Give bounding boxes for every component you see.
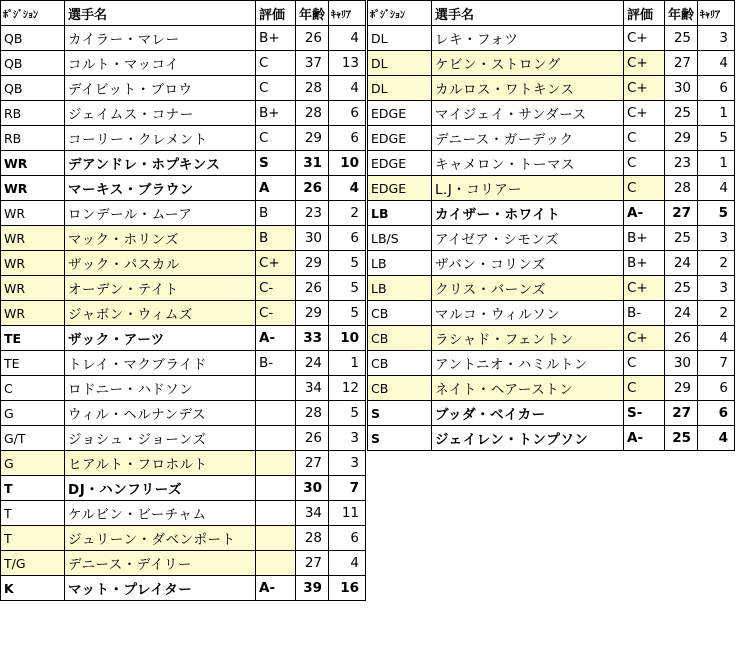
rating-cell: B-	[256, 351, 296, 376]
table-row	[368, 376, 735, 401]
career-cell: 5	[329, 401, 366, 426]
table-row	[1, 551, 366, 576]
player-name-cell: ネイト・ヘアーストン	[432, 376, 624, 401]
rating-cell	[256, 401, 296, 426]
age-cell: 27	[665, 401, 698, 426]
table-row	[1, 126, 366, 151]
position-cell: QB	[1, 51, 65, 76]
age-cell: 29	[296, 126, 329, 151]
player-name-cell: デイビット・ブロウ	[65, 76, 256, 101]
rating-cell: A-	[624, 201, 665, 226]
age-cell: 33	[296, 326, 329, 351]
age-cell: 30	[665, 76, 698, 101]
age-cell: 28	[296, 101, 329, 126]
table-row	[1, 251, 366, 276]
age-cell: 27	[296, 551, 329, 576]
header-career: ｷｬﾘｱ	[698, 1, 735, 26]
table-row	[368, 426, 735, 451]
table-row	[1, 276, 366, 301]
age-cell: 30	[296, 476, 329, 501]
age-cell: 29	[665, 126, 698, 151]
position-cell: T	[1, 476, 65, 501]
career-cell: 6	[329, 126, 366, 151]
career-cell: 7	[329, 476, 366, 501]
rating-cell: C+	[624, 26, 665, 51]
player-name-cell: キャメロン・トーマス	[432, 151, 624, 176]
age-cell: 27	[296, 451, 329, 476]
position-cell: QB	[1, 76, 65, 101]
rating-cell	[256, 376, 296, 401]
table-row	[1, 576, 366, 601]
age-cell: 26	[296, 26, 329, 51]
table-row	[368, 151, 735, 176]
career-cell: 4	[329, 26, 366, 51]
career-cell: 6	[698, 76, 735, 101]
table-row	[368, 401, 735, 426]
player-name-cell: ウィル・ヘルナンデス	[65, 401, 256, 426]
header-player: 選手名	[432, 1, 624, 26]
table-row	[368, 51, 735, 76]
player-name-cell: マイジェイ・サンダース	[432, 101, 624, 126]
career-cell: 6	[329, 226, 366, 251]
position-cell: WR	[1, 251, 65, 276]
position-cell: TE	[1, 326, 65, 351]
career-cell: 3	[698, 226, 735, 251]
position-cell: C	[1, 376, 65, 401]
rating-cell: S	[256, 151, 296, 176]
rating-cell: A-	[256, 576, 296, 601]
rating-cell: A	[256, 176, 296, 201]
age-cell: 29	[665, 376, 698, 401]
career-cell: 2	[698, 301, 735, 326]
age-cell: 24	[665, 301, 698, 326]
table-row	[368, 351, 735, 376]
table-row	[368, 101, 735, 126]
career-cell: 1	[698, 101, 735, 126]
player-name-cell: カイラー・マレー	[65, 26, 256, 51]
player-name-cell: ザック・パスカル	[65, 251, 256, 276]
age-cell: 27	[665, 51, 698, 76]
player-name-cell: ジャボン・ウィムズ	[65, 301, 256, 326]
position-cell: QB	[1, 26, 65, 51]
age-cell: 34	[296, 501, 329, 526]
rating-cell	[256, 501, 296, 526]
table-row	[1, 226, 366, 251]
table-row	[368, 251, 735, 276]
rating-cell: C+	[256, 251, 296, 276]
player-name-cell: ジョシュ・ジョーンズ	[65, 426, 256, 451]
position-cell: EDGE	[368, 101, 432, 126]
career-cell: 10	[329, 326, 366, 351]
table-row	[1, 326, 366, 351]
rating-cell: C+	[624, 51, 665, 76]
position-cell: T/G	[1, 551, 65, 576]
rating-cell: C+	[624, 326, 665, 351]
career-cell: 3	[698, 26, 735, 51]
position-cell: LB	[368, 251, 432, 276]
career-cell: 5	[329, 251, 366, 276]
position-cell: K	[1, 576, 65, 601]
table-row	[1, 151, 366, 176]
rating-cell: C	[624, 351, 665, 376]
rating-cell: C	[624, 376, 665, 401]
career-cell: 6	[329, 101, 366, 126]
career-cell: 4	[329, 76, 366, 101]
career-cell: 10	[329, 151, 366, 176]
roster-table-defense-body	[368, 1, 735, 451]
player-name-cell: マック・ホリンズ	[65, 226, 256, 251]
player-name-cell: ロドニー・ハドソン	[65, 376, 256, 401]
age-cell: 28	[665, 176, 698, 201]
position-cell: DL	[368, 26, 432, 51]
age-cell: 26	[296, 426, 329, 451]
rating-cell: B+	[624, 251, 665, 276]
age-cell: 26	[665, 326, 698, 351]
table-row	[1, 476, 366, 501]
table-row	[1, 201, 366, 226]
career-cell: 5	[329, 301, 366, 326]
age-cell: 27	[665, 201, 698, 226]
age-cell: 28	[296, 401, 329, 426]
player-name-cell: ブッダ・ベイカー	[432, 401, 624, 426]
player-name-cell: デニース・ガーデック	[432, 126, 624, 151]
career-cell: 13	[329, 51, 366, 76]
rating-cell	[256, 526, 296, 551]
age-cell: 29	[296, 251, 329, 276]
rating-cell: C-	[256, 301, 296, 326]
table-row	[368, 76, 735, 101]
position-cell: LB/S	[368, 226, 432, 251]
age-cell: 24	[296, 351, 329, 376]
position-cell: WR	[1, 201, 65, 226]
rating-cell: C	[624, 151, 665, 176]
position-cell: G/T	[1, 426, 65, 451]
career-cell: 3	[698, 276, 735, 301]
rating-cell: C+	[624, 276, 665, 301]
player-name-cell: マット・プレイター	[65, 576, 256, 601]
career-cell: 4	[329, 551, 366, 576]
table-row	[1, 301, 366, 326]
player-name-cell: オーデン・テイト	[65, 276, 256, 301]
age-cell: 24	[665, 251, 698, 276]
career-cell: 4	[329, 176, 366, 201]
player-name-cell: ザバン・コリンズ	[432, 251, 624, 276]
position-cell: EDGE	[368, 126, 432, 151]
rating-cell: B	[256, 201, 296, 226]
player-name-cell: トレイ・マクブライド	[65, 351, 256, 376]
position-cell: WR	[1, 226, 65, 251]
table-row	[368, 326, 735, 351]
rating-cell: S-	[624, 401, 665, 426]
career-cell: 6	[698, 376, 735, 401]
table-row	[368, 226, 735, 251]
position-cell: LB	[368, 201, 432, 226]
player-name-cell: カルロス・ワトキンス	[432, 76, 624, 101]
age-cell: 26	[296, 176, 329, 201]
career-cell: 11	[329, 501, 366, 526]
age-cell: 28	[296, 526, 329, 551]
rating-cell: C	[256, 51, 296, 76]
career-cell: 2	[329, 201, 366, 226]
rating-cell: C	[256, 126, 296, 151]
player-name-cell: クリス・バーンズ	[432, 276, 624, 301]
table-row	[368, 26, 735, 51]
table-row	[1, 26, 366, 51]
player-name-cell: アントニオ・ハミルトン	[432, 351, 624, 376]
age-cell: 26	[296, 276, 329, 301]
rating-cell: C	[624, 126, 665, 151]
position-cell: RB	[1, 101, 65, 126]
player-name-cell: デアンドレ・ホプキンス	[65, 151, 256, 176]
rating-cell	[256, 451, 296, 476]
player-name-cell: L.J・コリアー	[432, 176, 624, 201]
header-rating: 評価	[256, 1, 296, 26]
rating-cell: B-	[624, 301, 665, 326]
position-cell: RB	[1, 126, 65, 151]
player-name-cell: マーキス・ブラウン	[65, 176, 256, 201]
age-cell: 29	[296, 301, 329, 326]
rating-cell: A-	[624, 426, 665, 451]
career-cell: 4	[698, 326, 735, 351]
table-row	[1, 526, 366, 551]
age-cell: 30	[296, 226, 329, 251]
header-age: 年齢	[665, 1, 698, 26]
header-age: 年齢	[296, 1, 329, 26]
table-row	[1, 76, 366, 101]
position-cell: EDGE	[368, 151, 432, 176]
position-cell: WR	[1, 276, 65, 301]
player-name-cell: ジェイレン・トンプソン	[432, 426, 624, 451]
table-row	[368, 276, 735, 301]
position-cell: S	[368, 426, 432, 451]
table-row	[1, 401, 366, 426]
career-cell: 16	[329, 576, 366, 601]
position-cell: DL	[368, 76, 432, 101]
rating-cell	[256, 551, 296, 576]
age-cell: 30	[665, 351, 698, 376]
player-name-cell: コルト・マッコイ	[65, 51, 256, 76]
age-cell: 25	[665, 426, 698, 451]
table-row	[368, 301, 735, 326]
player-name-cell: デニース・デイリー	[65, 551, 256, 576]
header-career: ｷｬﾘｱ	[329, 1, 366, 26]
roster-table-defense	[367, 0, 735, 451]
rating-cell	[256, 426, 296, 451]
rating-cell: C+	[624, 76, 665, 101]
age-cell: 37	[296, 51, 329, 76]
career-cell: 1	[698, 151, 735, 176]
position-cell: G	[1, 451, 65, 476]
player-name-cell: ロンデール・ムーア	[65, 201, 256, 226]
age-cell: 39	[296, 576, 329, 601]
career-cell: 3	[329, 426, 366, 451]
career-cell: 2	[698, 251, 735, 276]
player-name-cell: ザック・アーツ	[65, 326, 256, 351]
position-cell: G	[1, 401, 65, 426]
table-row	[1, 176, 366, 201]
career-cell: 1	[329, 351, 366, 376]
player-name-cell: マルコ・ウィルソン	[432, 301, 624, 326]
table-row	[1, 351, 366, 376]
rating-cell: B+	[256, 26, 296, 51]
career-cell: 12	[329, 376, 366, 401]
table-row	[1, 451, 366, 476]
roster-table-offense	[0, 0, 366, 601]
career-cell: 6	[698, 401, 735, 426]
position-cell: T	[1, 526, 65, 551]
table-row	[368, 176, 735, 201]
age-cell: 23	[665, 151, 698, 176]
header-position: ﾎﾟｼﾞｼｮﾝ	[368, 1, 432, 26]
position-cell: CB	[368, 326, 432, 351]
rating-cell: C	[624, 176, 665, 201]
roster-table-offense-body	[1, 1, 366, 601]
position-cell: S	[368, 401, 432, 426]
age-cell: 23	[296, 201, 329, 226]
rating-cell: B	[256, 226, 296, 251]
position-cell: CB	[368, 376, 432, 401]
age-cell: 34	[296, 376, 329, 401]
player-name-cell: レキ・フォツ	[432, 26, 624, 51]
position-cell: CB	[368, 351, 432, 376]
age-cell: 25	[665, 101, 698, 126]
career-cell: 4	[698, 426, 735, 451]
player-name-cell: ラシャド・フェントン	[432, 326, 624, 351]
player-name-cell: ジェイムス・コナー	[65, 101, 256, 126]
table-row	[1, 376, 366, 401]
rating-cell: C+	[624, 101, 665, 126]
rating-cell: C	[256, 76, 296, 101]
age-cell: 25	[665, 226, 698, 251]
table-row	[1, 501, 366, 526]
career-cell: 4	[698, 51, 735, 76]
table-row	[1, 426, 366, 451]
player-name-cell: コーリー・クレメント	[65, 126, 256, 151]
player-name-cell: ジュリーン・ダベンポート	[65, 526, 256, 551]
age-cell: 31	[296, 151, 329, 176]
rating-cell: C-	[256, 276, 296, 301]
career-cell: 3	[329, 451, 366, 476]
career-cell: 5	[698, 201, 735, 226]
header-rating: 評価	[624, 1, 665, 26]
table-row	[1, 51, 366, 76]
table-header-row	[1, 1, 366, 26]
career-cell: 4	[698, 176, 735, 201]
career-cell: 7	[698, 351, 735, 376]
player-name-cell: ケルビン・ビーチャム	[65, 501, 256, 526]
position-cell: WR	[1, 301, 65, 326]
rating-cell: B+	[256, 101, 296, 126]
position-cell: EDGE	[368, 176, 432, 201]
position-cell: LB	[368, 276, 432, 301]
header-position: ﾎﾟｼﾞｼｮﾝ	[1, 1, 65, 26]
age-cell: 25	[665, 26, 698, 51]
player-name-cell: アイゼア・シモンズ	[432, 226, 624, 251]
player-name-cell: ヒアルト・フロホルト	[65, 451, 256, 476]
age-cell: 25	[665, 276, 698, 301]
position-cell: T	[1, 501, 65, 526]
table-row	[368, 201, 735, 226]
position-cell: WR	[1, 176, 65, 201]
position-cell: TE	[1, 351, 65, 376]
player-name-cell: カイザー・ホワイト	[432, 201, 624, 226]
career-cell: 5	[329, 276, 366, 301]
position-cell: CB	[368, 301, 432, 326]
rating-cell: B+	[624, 226, 665, 251]
position-cell: WR	[1, 151, 65, 176]
table-row	[1, 101, 366, 126]
header-player: 選手名	[65, 1, 256, 26]
table-header-row	[368, 1, 735, 26]
age-cell: 28	[296, 76, 329, 101]
player-name-cell: DJ・ハンフリーズ	[65, 476, 256, 501]
position-cell: DL	[368, 51, 432, 76]
rating-cell	[256, 476, 296, 501]
table-row	[368, 126, 735, 151]
player-name-cell: ケビン・ストロング	[432, 51, 624, 76]
career-cell: 5	[698, 126, 735, 151]
rating-cell: A-	[256, 326, 296, 351]
career-cell: 6	[329, 526, 366, 551]
